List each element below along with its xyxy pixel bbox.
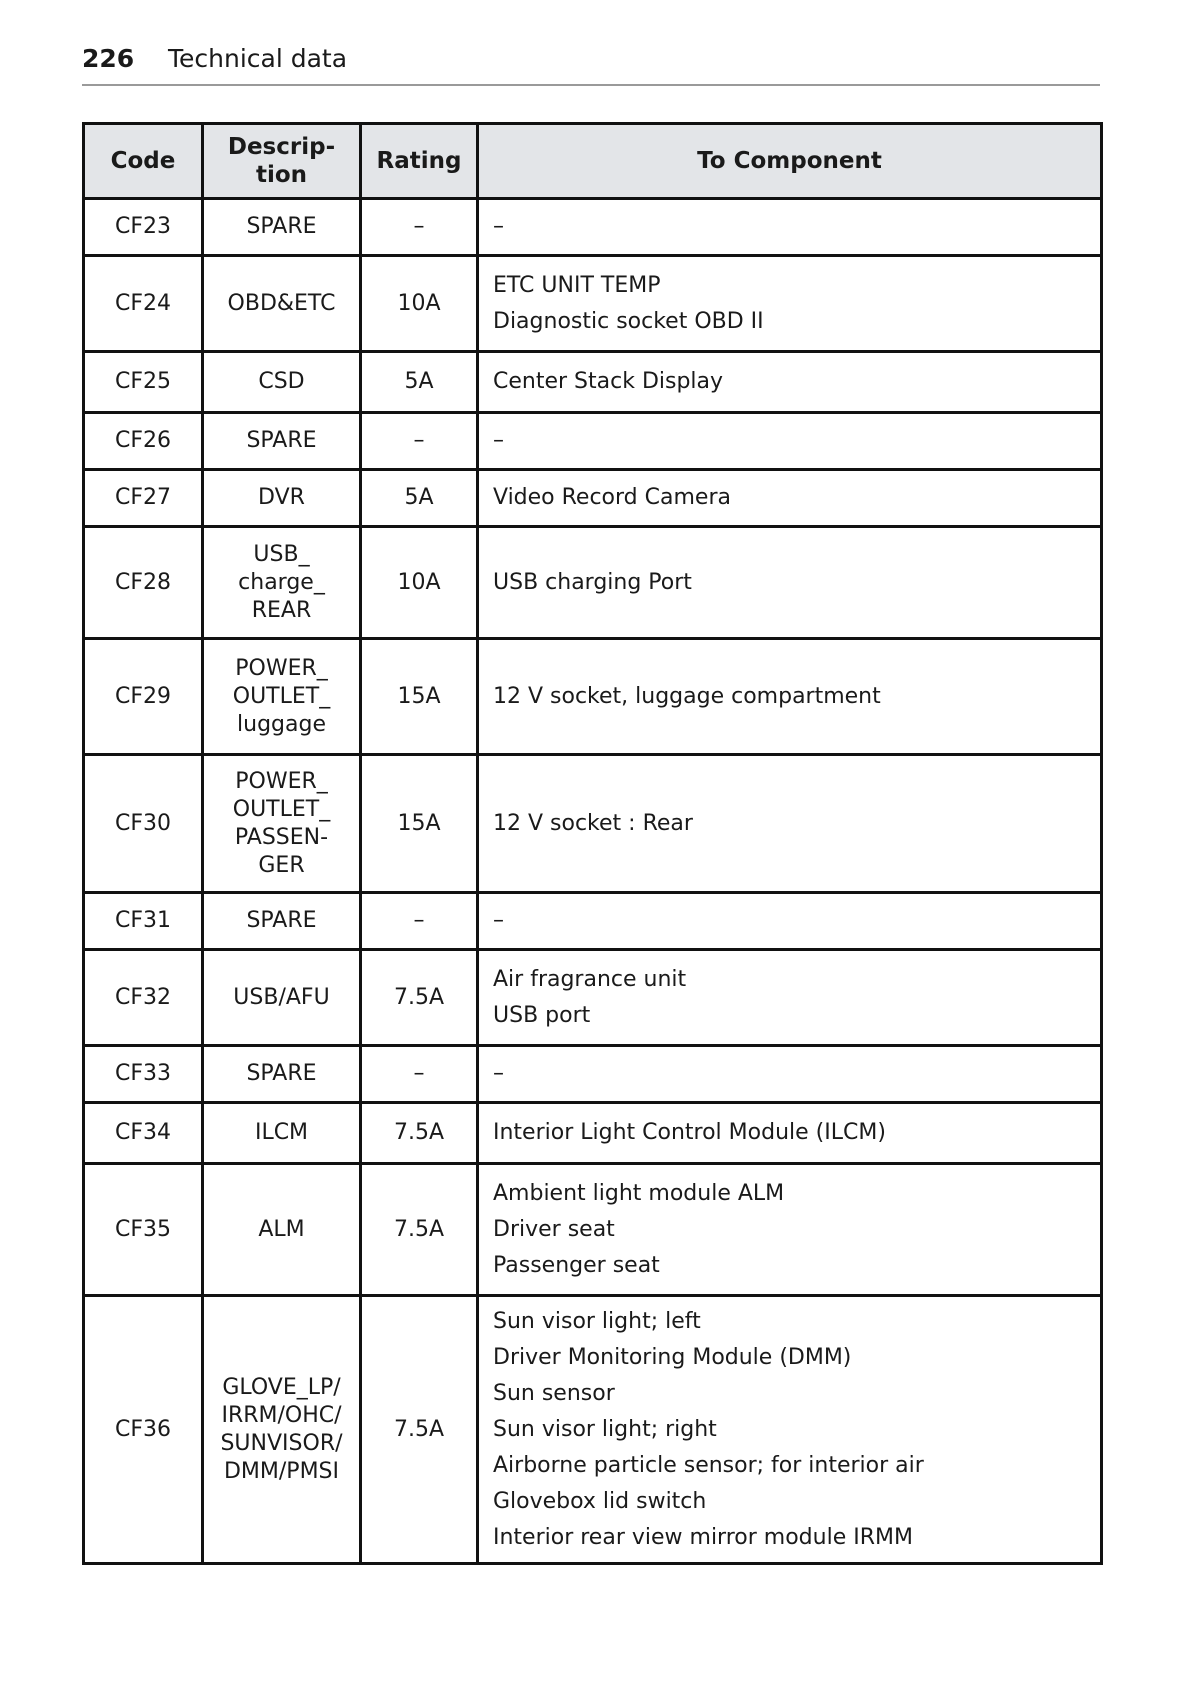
fuse-description-cell bbox=[203, 1046, 361, 1103]
fuse-component-cell bbox=[478, 527, 1102, 639]
table-row bbox=[84, 470, 1102, 527]
fuse-description-line: DMM/PMSI bbox=[223, 1458, 340, 1484]
fuse-rating-cell: 15A bbox=[361, 755, 478, 893]
fuse-description-line: OBD&ETC bbox=[227, 290, 336, 316]
fuse-description-cell bbox=[203, 256, 361, 352]
fuse-component-line: Interior Light Control Module (ILCM) bbox=[493, 1120, 886, 1145]
column-header-description-line: Descrip- bbox=[227, 134, 336, 160]
fuse-component-line: Diagnostic socket OBD II bbox=[493, 308, 764, 334]
page-number: 226 bbox=[82, 44, 135, 73]
fuse-description-cell bbox=[203, 1296, 361, 1564]
fuse-component-line: – bbox=[493, 908, 504, 933]
fuse-description-cell bbox=[203, 639, 361, 755]
table-row bbox=[84, 413, 1102, 470]
fuse-code-cell: CF31 bbox=[84, 893, 203, 950]
fuse-component-cell bbox=[478, 755, 1102, 893]
fuse-description-line: GER bbox=[258, 852, 305, 878]
fuse-component-cell bbox=[478, 470, 1102, 527]
fuse-description-line: ALM bbox=[258, 1216, 305, 1242]
table-row bbox=[84, 199, 1102, 256]
fuse-rating-cell: – bbox=[361, 1046, 478, 1103]
table-header-row bbox=[84, 124, 1102, 199]
fuse-code-cell: CF34 bbox=[84, 1103, 203, 1164]
fuse-code-cell: CF29 bbox=[84, 639, 203, 755]
column-header-description bbox=[203, 124, 361, 199]
table-row bbox=[84, 755, 1102, 893]
fuse-description-line: SPARE bbox=[246, 908, 317, 933]
fuse-description-line: CSD bbox=[258, 369, 305, 394]
fuse-component-line: Glovebox lid switch bbox=[493, 1488, 707, 1514]
fuse-component-line: – bbox=[493, 1061, 504, 1086]
fuse-description-cell bbox=[203, 1164, 361, 1296]
fuse-component-line: 12 V socket, luggage compartment bbox=[493, 683, 881, 709]
fuse-description-line: IRRM/OHC/ bbox=[221, 1402, 342, 1428]
fuse-component-cell bbox=[478, 413, 1102, 470]
fuse-code-cell: CF25 bbox=[84, 352, 203, 413]
fuse-component-cell bbox=[478, 199, 1102, 256]
fuse-description-line: charge_ bbox=[238, 569, 325, 595]
fuse-component-cell bbox=[478, 1103, 1102, 1164]
fuse-rating-cell: 10A bbox=[361, 527, 478, 639]
fuse-component-line: ETC UNIT TEMP bbox=[493, 272, 661, 298]
fuse-component-line: Ambient light module ALM bbox=[493, 1180, 785, 1206]
table-row bbox=[84, 1046, 1102, 1103]
fuse-component-cell bbox=[478, 950, 1102, 1046]
fuse-rating-cell: 7.5A bbox=[361, 1164, 478, 1296]
fuse-description-line: ILCM bbox=[254, 1120, 309, 1145]
column-header-description-line: tion bbox=[255, 162, 308, 188]
fuse-component-line: Interior rear view mirror module IRMM bbox=[493, 1524, 913, 1550]
fuse-component-line: 12 V socket : Rear bbox=[493, 810, 693, 836]
fuse-component-line: Passenger seat bbox=[493, 1252, 660, 1278]
fuse-component-cell bbox=[478, 352, 1102, 413]
fuse-component-cell bbox=[478, 256, 1102, 352]
fuse-description-cell bbox=[203, 413, 361, 470]
fuse-component-line: Driver Monitoring Module (DMM) bbox=[493, 1344, 852, 1370]
fuse-description-line: SPARE bbox=[246, 1061, 317, 1086]
fuse-code-cell: CF28 bbox=[84, 527, 203, 639]
fuse-component-line: USB charging Port bbox=[493, 569, 692, 595]
table-row bbox=[84, 893, 1102, 950]
fuse-code-cell: CF23 bbox=[84, 199, 203, 256]
fuse-code-cell: CF26 bbox=[84, 413, 203, 470]
fuse-component-line: Center Stack Display bbox=[493, 369, 724, 394]
fuse-component-line: – bbox=[493, 428, 504, 453]
fuse-description-line: SPARE bbox=[246, 428, 317, 453]
fuse-description-line: DVR bbox=[258, 485, 305, 510]
fuse-description-line: PASSEN- bbox=[234, 824, 329, 850]
page-header bbox=[82, 44, 1100, 86]
fuse-rating-cell: 15A bbox=[361, 639, 478, 755]
fuse-code-cell: CF35 bbox=[84, 1164, 203, 1296]
fuse-description-line: POWER_ bbox=[235, 768, 328, 794]
fuse-description-cell bbox=[203, 352, 361, 413]
fuse-rating-cell: 5A bbox=[361, 470, 478, 527]
fuse-table bbox=[82, 122, 1103, 1565]
table-row bbox=[84, 1103, 1102, 1164]
fuse-code-cell: CF33 bbox=[84, 1046, 203, 1103]
fuse-code-cell: CF30 bbox=[84, 755, 203, 893]
fuse-description-line: REAR bbox=[251, 597, 312, 623]
fuse-description-line: SUNVISOR/ bbox=[220, 1430, 343, 1456]
fuse-rating-cell: – bbox=[361, 893, 478, 950]
fuse-description-line: OUTLET_ bbox=[232, 796, 331, 822]
fuse-component-line: Sun sensor bbox=[493, 1380, 615, 1406]
fuse-description-line: USB_ bbox=[253, 541, 310, 567]
fuse-rating-cell: 7.5A bbox=[361, 950, 478, 1046]
column-header-code: Code bbox=[84, 124, 203, 199]
fuse-description-line: POWER_ bbox=[235, 655, 328, 681]
fuse-description-line: GLOVE_LP/ bbox=[222, 1374, 341, 1400]
fuse-description-cell bbox=[203, 470, 361, 527]
fuse-rating-cell: 7.5A bbox=[361, 1296, 478, 1564]
section-title: Technical data bbox=[168, 44, 348, 73]
fuse-component-line: Driver seat bbox=[493, 1216, 615, 1242]
fuse-component-cell bbox=[478, 639, 1102, 755]
column-header-rating: Rating bbox=[361, 124, 478, 199]
fuse-code-cell: CF27 bbox=[84, 470, 203, 527]
table-row bbox=[84, 256, 1102, 352]
fuse-component-line: Air fragrance unit bbox=[493, 966, 687, 992]
fuse-component-cell bbox=[478, 893, 1102, 950]
column-header-component: To Component bbox=[478, 124, 1102, 199]
table-body bbox=[84, 199, 1102, 1564]
table-row bbox=[84, 1164, 1102, 1296]
table-row bbox=[84, 527, 1102, 639]
fuse-component-cell bbox=[478, 1164, 1102, 1296]
fuse-rating-cell: 5A bbox=[361, 352, 478, 413]
fuse-component-line: Sun visor light; left bbox=[493, 1308, 701, 1334]
fuse-description-cell bbox=[203, 527, 361, 639]
table-row bbox=[84, 352, 1102, 413]
fuse-component-line: Video Record Camera bbox=[493, 485, 731, 510]
fuse-component-line: Airborne particle sensor; for interior air bbox=[493, 1452, 924, 1478]
fuse-rating-cell: – bbox=[361, 413, 478, 470]
fuse-component-line: USB port bbox=[493, 1002, 591, 1028]
fuse-description-line: SPARE bbox=[246, 214, 317, 239]
table-row bbox=[84, 1296, 1102, 1564]
fuse-rating-cell: 10A bbox=[361, 256, 478, 352]
fuse-rating-cell: – bbox=[361, 199, 478, 256]
fuse-component-line: – bbox=[493, 214, 504, 239]
fuse-description-cell bbox=[203, 1103, 361, 1164]
table-row bbox=[84, 950, 1102, 1046]
fuse-description-cell bbox=[203, 950, 361, 1046]
fuse-code-cell: CF36 bbox=[84, 1296, 203, 1564]
fuse-description-cell bbox=[203, 893, 361, 950]
fuse-description-line: USB/AFU bbox=[233, 984, 330, 1010]
fuse-code-cell: CF24 bbox=[84, 256, 203, 352]
table-row bbox=[84, 639, 1102, 755]
fuse-rating-cell: 7.5A bbox=[361, 1103, 478, 1164]
fuse-component-cell bbox=[478, 1046, 1102, 1103]
fuse-description-cell bbox=[203, 199, 361, 256]
fuse-description-line: luggage bbox=[237, 711, 326, 737]
fuse-code-cell: CF32 bbox=[84, 950, 203, 1046]
fuse-description-line: OUTLET_ bbox=[232, 683, 331, 709]
fuse-description-cell bbox=[203, 755, 361, 893]
fuse-component-line: Sun visor light; right bbox=[493, 1416, 717, 1442]
fuse-component-cell bbox=[478, 1296, 1102, 1564]
